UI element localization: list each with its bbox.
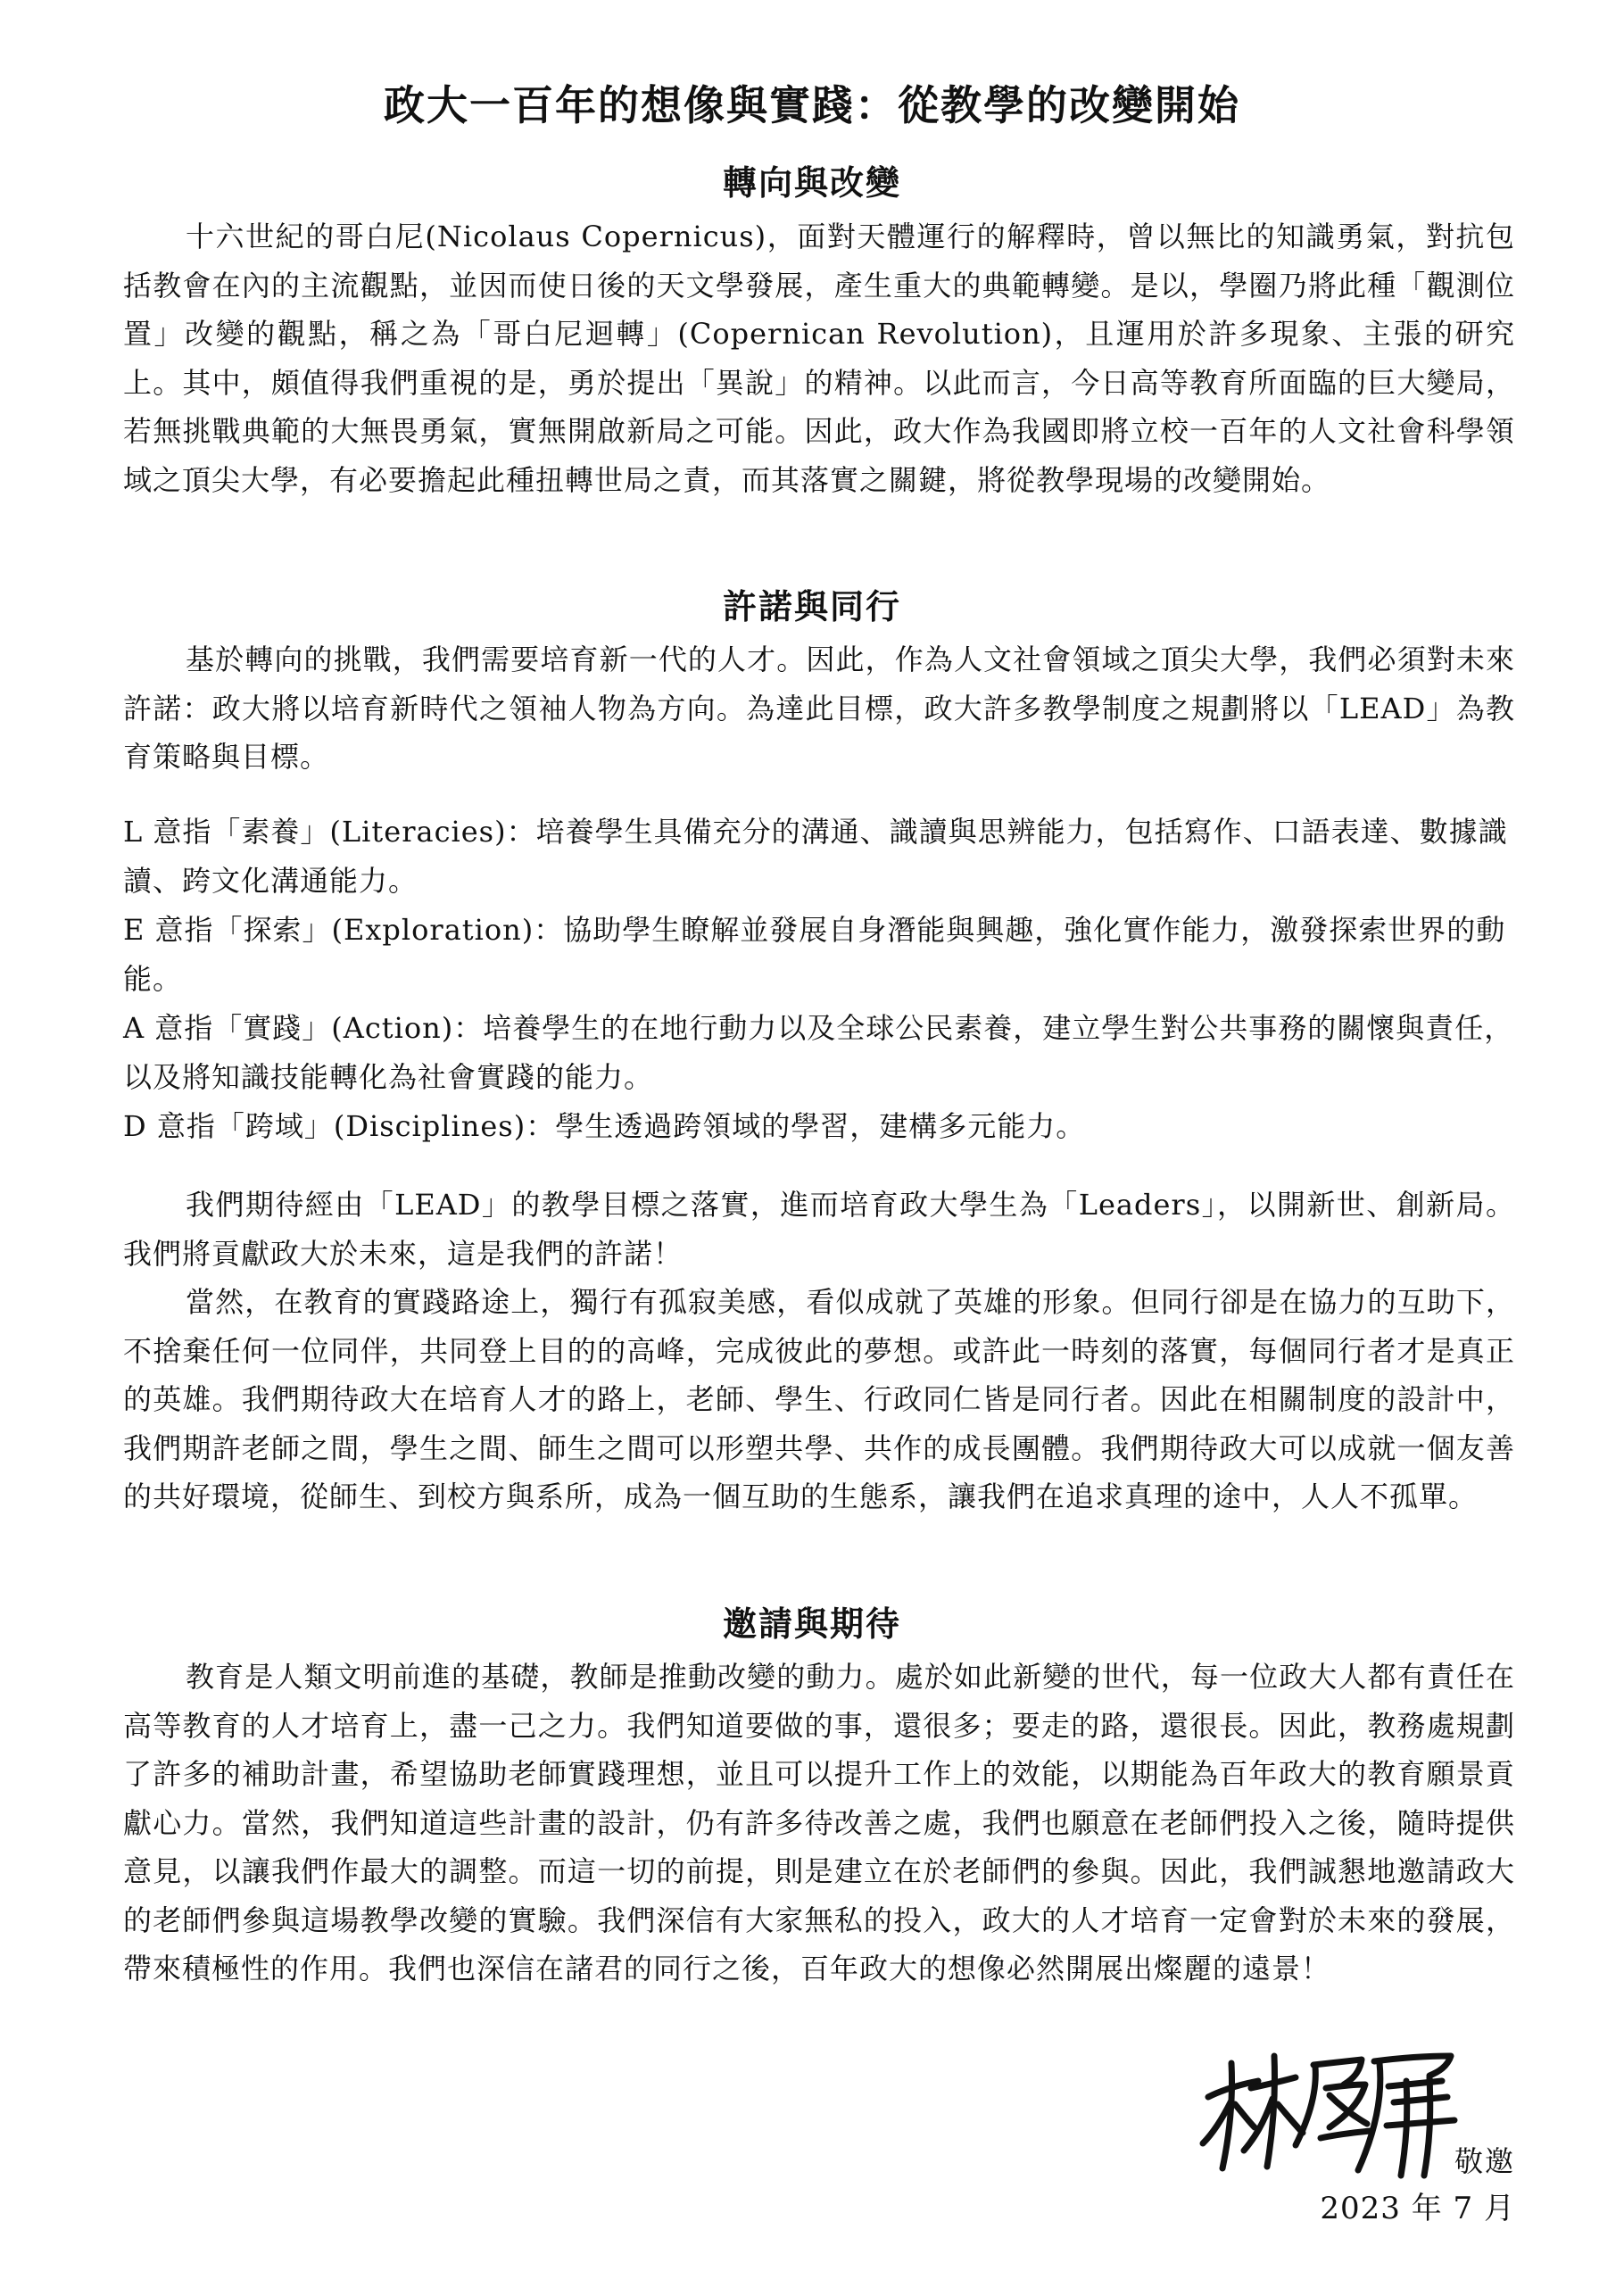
handwritten-signature — [1196, 2045, 1463, 2179]
paragraph-leaders: 我們期待經由「LEAD」的教學目標之落實，進而培育政大學生為「Leaders」，以開新世、創新局。我們將貢獻政大於未來，這是我們的許諾！ — [123, 1188, 1515, 1271]
document-title: 政大一百年的想像與實踐：從教學的改變開始 — [384, 81, 1240, 129]
section-heading-promise: 許諾與同行 — [722, 587, 901, 626]
lead-item-disciplines: D 意指「跨域」(Disciplines)：學生透過跨領域的學習，建構多元能力。 — [123, 1109, 1086, 1143]
paragraph-companions: 當然，在教育的實踐路途上，獨行有孤寂美感，看似成就了英雄的形象。但同行卻是在協力的互助下，不捨棄任何一位同伴，共同登上目的的高峰，完成彼此的夢想。或許此一時刻的落實，每個同行者才是真正的英雄。我們期待政大在培育人才的路上，老師、學生、行政同仁皆是同行者。因此在相關制度的設計中，我們期許老師之間，學生之間、師生之間可以形塑共學、共作的成長團體。我們期待政大可以成就一個友善的共好環境，從師生、到校方與系所，成為一個互助的生態系，讓我們在追求真理的途中，人人不孤單。 — [123, 1285, 1515, 1513]
paragraph-transformation: 十六世紀的哥白尼(Nicolaus Copernicus)，面對天體運行的解釋時，曾以無比的知識勇氣，對抗包括教會在內的主流觀點，並因而使日後的天文學發展，產生重大的典範轉變。是以，學圈乃將此種「觀測位置」改變的觀點，稱之為「哥白尼迴轉」(Copernican Revolution)，且運用於許多現象、主張的研究上。其中，頗值得我們重視的是，勇於提出「異說」的精神。以此而言，今日高等教育所面臨的巨大變局，若無挑戰典範的大無畏勇氣，實無開啟新局之可能。因此，政大作為我國即將立校一百年的人文社會科學領域之頂尖大學，有必要擔起此種扭轉世局之責，而其落實之關鍵，將從教學現場的改變開始。 — [123, 220, 1515, 497]
closing-text: 敬邀 — [1454, 2144, 1515, 2178]
document-date: 2023 年 7 月 — [1320, 2191, 1515, 2226]
lead-item-literacies: L 意指「素養」(Literacies)：培養學生具備充分的溝通、識讀與思辨能力，包括寫作、口語表達、數據識讀、跨文化溝通能力。 — [123, 815, 1508, 898]
paragraph-promise-intro: 基於轉向的挑戰，我們需要培育新一代的人才。因此，作為人文社會領域之頂尖大學，我們必須對未來許諾：政大將以培育新時代之領袖人物為方向。為達此目標，政大許多教學制度之規劃將以「LEAD」為教育策略與目標。 — [123, 642, 1515, 774]
lead-item-exploration: E 意指「探索」(Exploration)：協助學生瞭解並發展自身潛能與興趣，強化實作能力，激發探索世界的動能。 — [123, 913, 1506, 996]
lead-item-action: A 意指「實踐」(Action)：培養學生的在地行動力以及全球公民素養，建立學生對公共事務的關懷與責任，以及將知識技能轉化為社會實踐的能力。 — [123, 1011, 1514, 1094]
section-heading-transformation: 轉向與改變 — [722, 163, 901, 203]
paragraph-invitation: 教育是人類文明前進的基礎，教師是推動改變的動力。處於如此新變的世代，每一位政大人都有責任在高等教育的人才培育上，盡一己之力。我們知道要做的事，還很多；要走的路，還很長。因此，教務處規劃了許多的補助計畫，希望協助老師實踐理想，並且可以提升工作上的效能，以期能為百年政大的教育願景貢獻心力。當然，我們知道這些計畫的設計，仍有許多待改善之處，我們也願意在老師們投入之後，隨時提供意見，以讓我們作最大的調整。而這一切的前提，則是建立在於老師們的參與。因此，我們誠懇地邀請政大的老師們參與這場教學改變的實驗。我們深信有大家無私的投入，政大的人才培育一定會對於未來的發展，帶來積極性的作用。我們也深信在諸君的同行之後，百年政大的想像必然開展出燦麗的遠景！ — [123, 1660, 1515, 1985]
section-heading-invitation: 邀請與期待 — [722, 1604, 901, 1644]
